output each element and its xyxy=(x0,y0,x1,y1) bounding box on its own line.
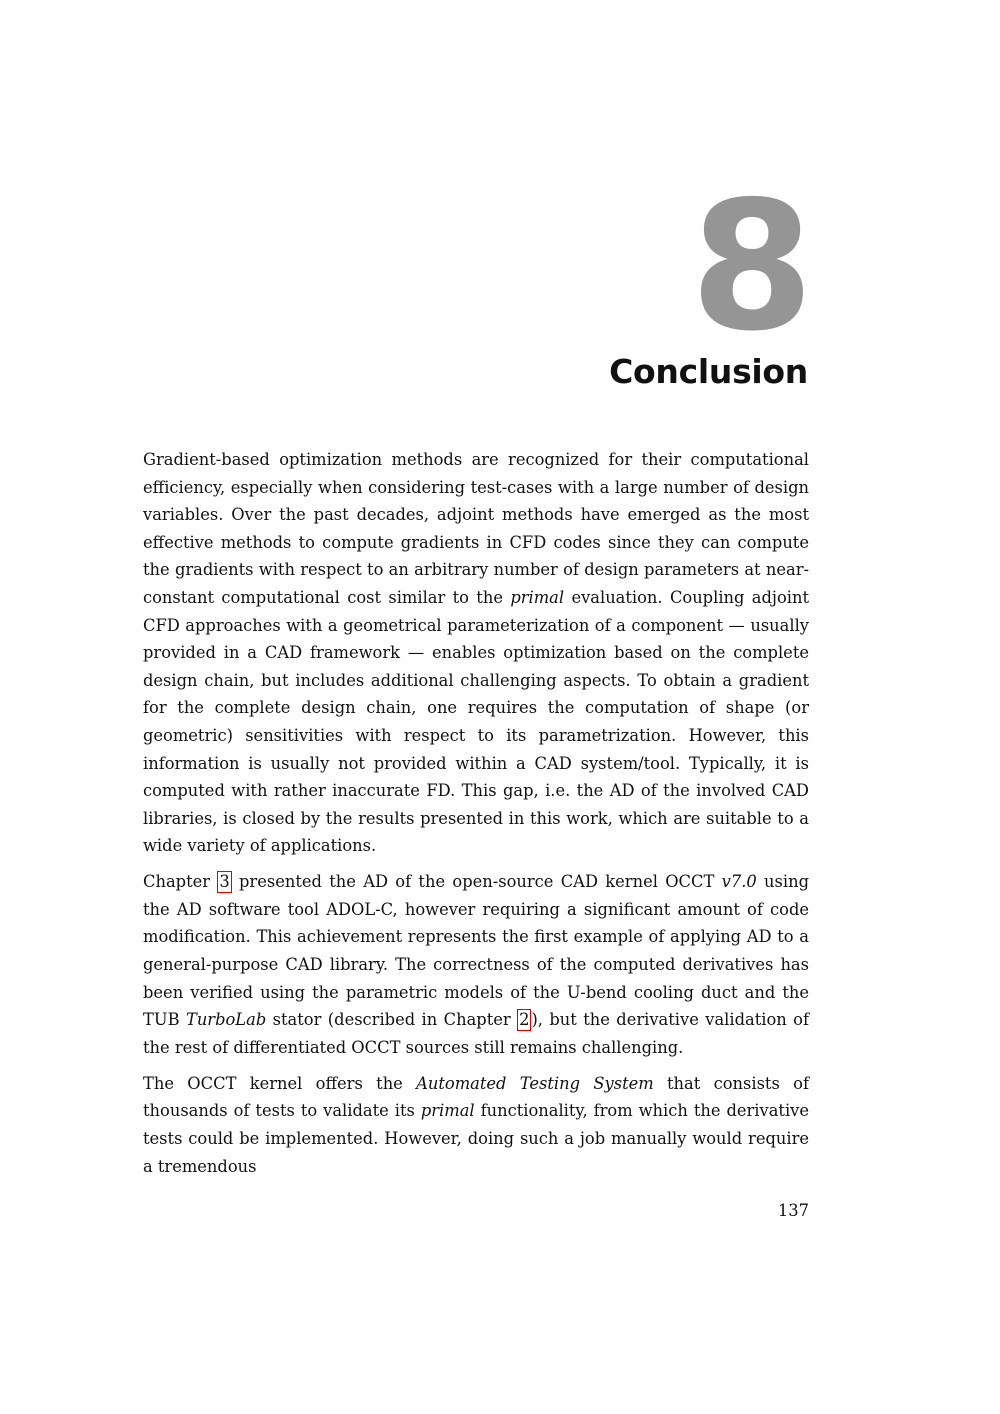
paragraph-3 xyxy=(143,1070,809,1180)
emphasis-text: Automated Testing System xyxy=(416,1073,654,1093)
paragraph-text: presented the AD of the open-source CAD kernel OCCT xyxy=(231,872,722,892)
paragraph-text: Chapter xyxy=(143,872,218,892)
paragraph-2 xyxy=(143,868,809,1061)
paragraph-text: that consists of thousands of tests to validate its xyxy=(143,1073,809,1121)
body-text xyxy=(143,446,809,1189)
paragraph-text: The OCCT kernel offers the xyxy=(143,1073,417,1093)
paragraph-1 xyxy=(143,446,809,860)
paragraph-text: ), but the derivative validation of the rest of differentiated OCCT sources still remains challenging. xyxy=(143,1010,809,1057)
emphasis-text: TurboLab xyxy=(185,1010,267,1030)
chapter-reference-link[interactable]: 2 xyxy=(519,1010,530,1030)
chapter-title: Conclusion xyxy=(609,352,808,391)
chapter-number: 8 xyxy=(690,163,810,370)
paragraph-text: Gradient-based optimization methods are recognized for their computational efficiency, especially when considering test-cases with a large number of design variables. Over the past decades, adjoint methods have emerged as the most effective methods to compute gradients in CFD codes since they can compute the gradients with respect to an arbitrary number of design parameters at near-constant computational cost similar to the xyxy=(143,450,809,607)
chapter-reference-link[interactable]: 3 xyxy=(219,872,230,892)
page-number: 137 xyxy=(777,1201,809,1220)
paragraph-text: functionality, from which the derivative tests could be implemented. However, doing such a job manually would require a tremendous xyxy=(143,1101,810,1176)
emphasis-text: v7.0 xyxy=(721,872,757,892)
emphasis-text: primal xyxy=(510,587,565,607)
paragraph-text: stator (described in Chapter xyxy=(266,1010,518,1030)
paragraph-text: using the AD software tool ADOL-C, however requiring a significant amount of code modification. This achievement represents the first example of applying AD to a general-purpose CAD library. The correctness of the computed derivatives has been verified using the parametric models of the U-bend cooling duct and the TUB xyxy=(143,872,809,1030)
paragraph-text: evaluation. Coupling adjoint CFD approaches with a geometrical parameterization of a component — usually provided in a CAD framework — enables optimization based on the complete design chain, but includes additional challenging aspects. To obtain a gradient for the complete design chain, one requires the computation of shape (or geometric) sensitivities with respect to its parametrization. However, this information is usually not provided within a CAD system/tool. Typically, it is computed with rather inaccurate FD. This gap, i.e. the AD of the involved CAD libraries, is closed by the results presented in this work, which are suitable to a wide variety of applications. xyxy=(143,587,809,856)
emphasis-text: primal xyxy=(420,1101,475,1121)
